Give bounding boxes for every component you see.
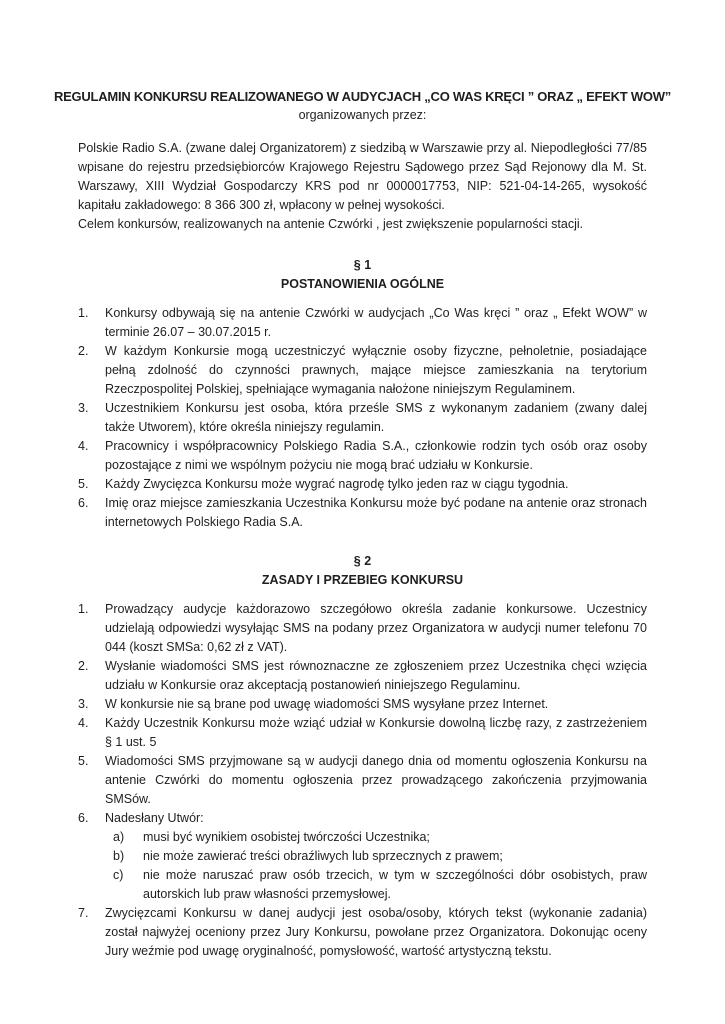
list-item <box>78 475 647 494</box>
list-item <box>78 494 647 532</box>
sub-list-item <box>113 866 647 904</box>
list-item <box>78 752 647 809</box>
list-item-text: W każdym Konkursie mogą uczestniczyć wyłącznie osoby fizyczne, pełnoletnie, posiadające pełną zdolność do czynności prawnych, mające miejsce zamieszkania na terytorium Rzeczpospolitej Polskiej, spełniające wymagania nałożone niniejszym Regulaminem. <box>105 344 647 396</box>
list-item <box>78 600 647 657</box>
section-2 <box>78 552 647 961</box>
section-number: § 1 <box>353 258 372 272</box>
document-title: REGULAMIN KONKURSU REALIZOWANEGO W AUDYCJACH „CO WAS KRĘCI ” ORAZ „ EFEKT WOW” <box>53 89 671 104</box>
list-item <box>78 437 647 475</box>
sub-list-item <box>113 847 647 866</box>
section-number: § 2 <box>353 554 372 568</box>
list-item-text: Uczestnikiem Konkursu jest osoba, która prześle SMS z wykonanym zadaniem (zwany dalej także Utworem), które określa niniejszy regulamin. <box>105 401 647 434</box>
list-item-text: Wiadomości SMS przyjmowane są w audycji danego dnia od momentu ogłoszenia Konkursu na antenie Czwórki do momentu ogłoszenia przez prowadzącego zakończenia przyjmowania SMSów. <box>105 754 647 806</box>
sub-list-item-text: nie może zawierać treści obraźliwych lub sprzecznych z prawem; <box>143 849 503 863</box>
intro-block <box>78 139 647 234</box>
list-item <box>78 657 647 695</box>
list-item-text: Pracownicy i współpracownicy Polskiego Radia S.A., członkowie rodzin tych osób oraz osoby pozostające z nimi we wspólnym pożyciu nie mogą brać udziału w Konkursie. <box>105 439 647 472</box>
list-item-text: Prowadzący audycje każdorazowo szczegółowo określa zadanie konkursowe. Uczestnicy udzielają odpowiedzi wysyłając SMS na podany przez Organizatora w audycji numer telefonu 70 044 (koszt SMSa: 0,62 zł z VAT). <box>105 602 647 654</box>
list-item-text: Zwycięzcami Konkursu w danej audycji jest osoba/osoby, których tekst (wykonanie zadania) został najwyżej oceniony przez Jury Konkursu, powołane przez Organizatora. Dokonując oceny Jury weźmie pod uwagę oryginalność, pomysłowość, wartość artystyczną tekstu. <box>105 906 647 958</box>
list-item-marker: 4. <box>78 716 89 730</box>
list-item <box>78 304 647 342</box>
list-item-marker: 1. <box>78 306 89 320</box>
list-item <box>78 695 647 714</box>
sub-list-item-marker: a) <box>113 830 125 844</box>
sub-list-item-text: nie może naruszać praw osób trzecich, w tym w szczególności dóbr osobistych, praw autorskich lub praw własności przemysłowej. <box>143 868 647 901</box>
list-item-text: Wysłanie wiadomości SMS jest równoznaczne ze zgłoszeniem przez Uczestnika chęci wzięcia udziału w Konkursie oraz akceptacją postanowień niniejszego Regulaminu. <box>105 659 647 692</box>
list-item <box>78 399 647 437</box>
list-item-marker: 2. <box>78 344 89 358</box>
list-item-marker: 6. <box>78 496 89 510</box>
section-title: POSTANOWIENIA OGÓLNE <box>280 277 445 291</box>
intro-paragraph: Celem konkursów, realizowanych na antenie Czwórki , jest zwiększenie popularności stacji. <box>78 217 584 231</box>
sub-list-item-text: musi być wynikiem osobistej twórczości Uczestnika; <box>143 830 430 844</box>
sub-list-item <box>113 828 647 847</box>
section-title: ZASADY I PRZEBIEG KONKURSU <box>261 573 464 587</box>
list-item <box>78 714 647 752</box>
section-1 <box>78 256 647 532</box>
list-item-marker: 5. <box>78 477 89 491</box>
list-item-marker: 7. <box>78 906 89 920</box>
list-item-text: Konkursy odbywają się na antenie Czwórki w audycjach „Co Was kręci ” oraz „ Efekt WOW” w terminie 26.07 – 30.07.2015 r. <box>105 306 647 339</box>
intro-paragraph: Polskie Radio S.A. (zwane dalej Organizatorem) z siedzibą w Warszawie przy al. Niepodległości 77/85 wpisane do rejestru przedsiębiorców Krajowego Rejestru Sądowego przez Sąd Rejonowy dla M. St. Warszawy, XIII Wydział Gospodarczy KRS pod nr 0000017753, NIP: 521-04-14-265, wysokość kapitału zakładowego: 8 366 300 zł, wpłacony w pełnej wysokości. <box>78 141 647 212</box>
list-item-text: Imię oraz miejsce zamieszkania Uczestnika Konkursu może być podane na antenie oraz stronach internetowych Polskiego Radia S.A. <box>105 496 647 529</box>
list-item-marker: 3. <box>78 697 89 711</box>
list-item <box>78 342 647 399</box>
list-item-marker: 5. <box>78 754 89 768</box>
list-item-marker: 3. <box>78 401 89 415</box>
list-item-text: Każdy Zwycięzca Konkursu może wygrać nagrodę tylko jeden raz w ciągu tygodnia. <box>105 477 569 491</box>
list-item-marker: 4. <box>78 439 89 453</box>
sub-list-item-marker: c) <box>113 868 124 882</box>
section-2-items <box>78 600 647 961</box>
list-item-marker: 6. <box>78 811 89 825</box>
list-item-text: W konkursie nie są brane pod uwagę wiadomości SMS wysyłane przez Internet. <box>105 697 549 711</box>
list-item-marker: 2. <box>78 659 89 673</box>
list-item <box>78 809 647 828</box>
sub-list-item-marker: b) <box>113 849 125 863</box>
list-item-text: Każdy Uczestnik Konkursu może wziąć udział w Konkursie dowolną liczbę razy, z zastrzeżeniem § 1 ust. 5 <box>105 716 647 749</box>
document-subtitle: organizowanych przez: <box>298 108 427 122</box>
list-item-marker: 1. <box>78 602 89 616</box>
list-item-text: Nadesłany Utwór: <box>105 811 204 825</box>
section-1-items <box>78 304 647 532</box>
list-item <box>78 904 647 961</box>
